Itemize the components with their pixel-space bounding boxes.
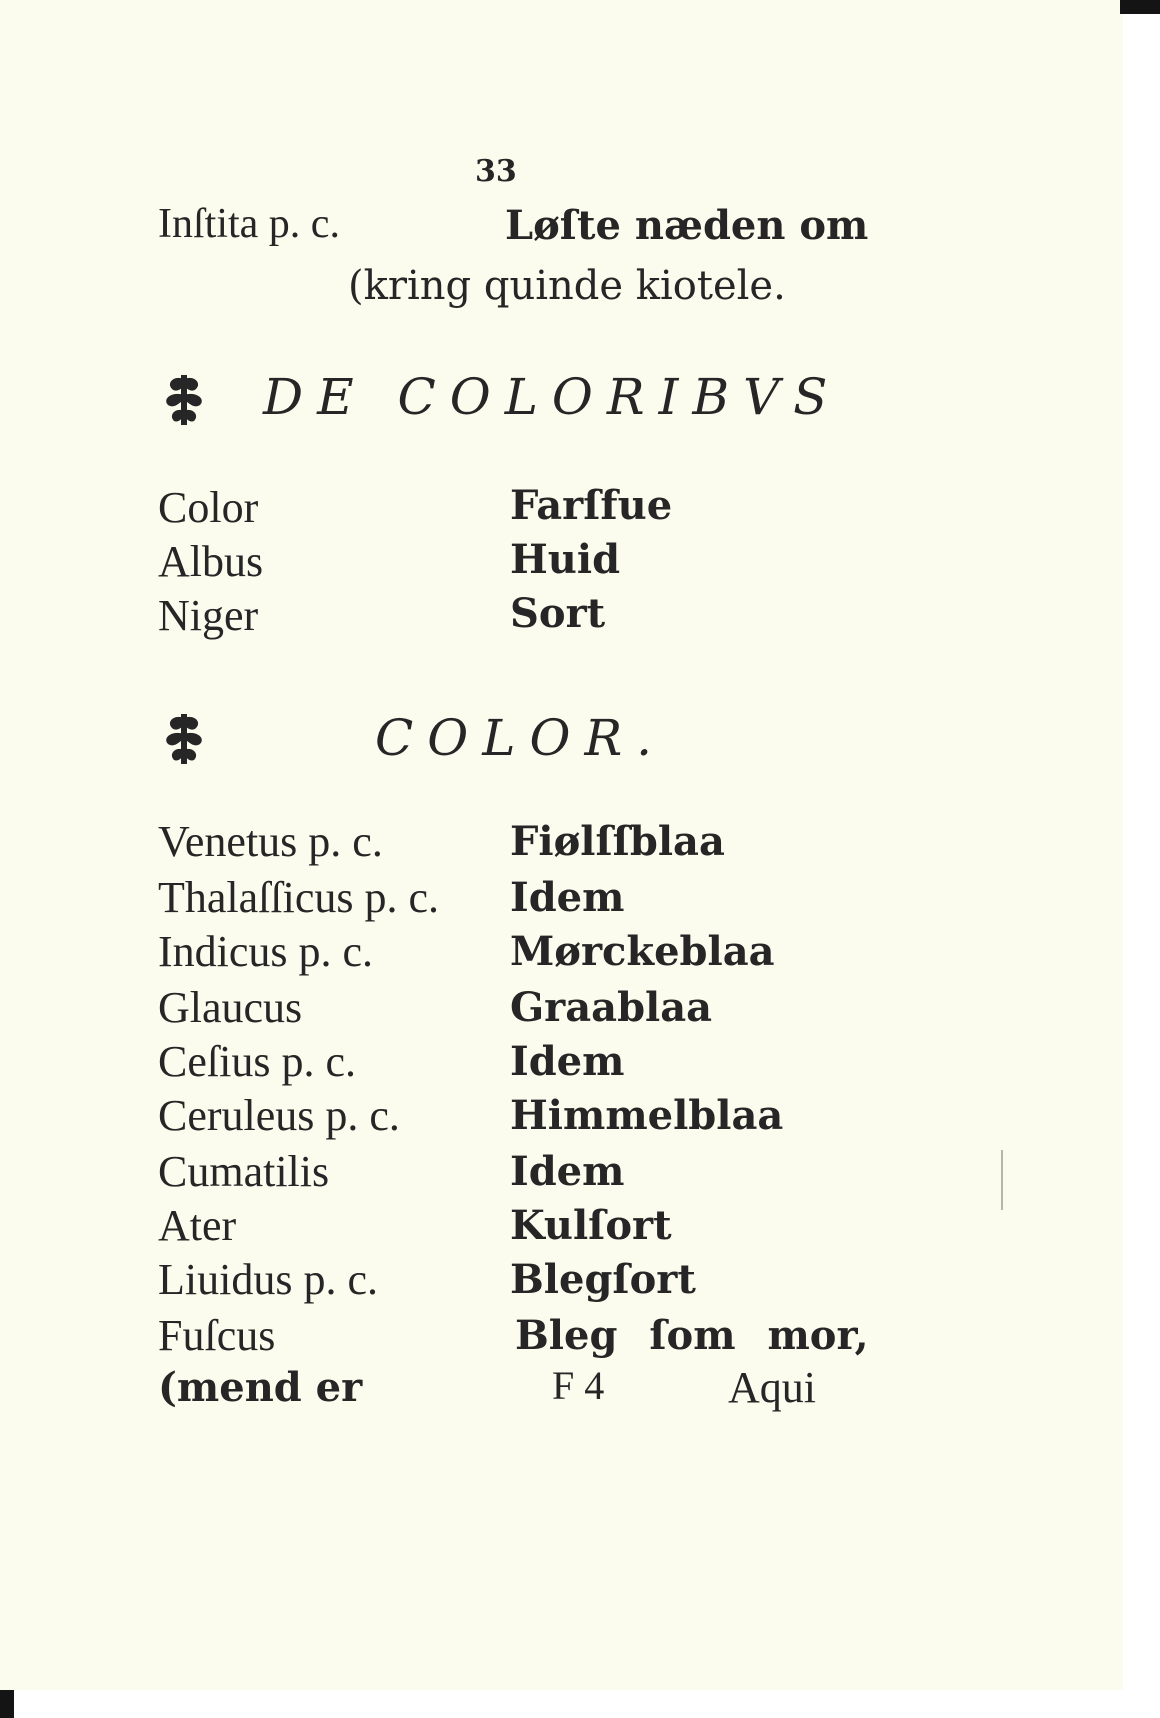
fleuron-icon [160, 712, 208, 766]
latin-term: Thalaſſicus p. c. [158, 873, 440, 922]
danish-gloss: Blegſort [510, 1256, 696, 1303]
signature-mark: F 4 [552, 1363, 605, 1408]
latin-term: Niger [158, 591, 259, 640]
catchword: Aqui [728, 1363, 816, 1412]
latin-term: Glaucus [158, 983, 303, 1032]
danish-gloss: Løſte næden om [505, 202, 869, 249]
margin-mark [1001, 1150, 1003, 1210]
latin-term: Color [158, 483, 259, 532]
danish-gloss: Idem [510, 874, 625, 921]
latin-term: Inſtita p. c. [158, 201, 340, 247]
folio-number: 33 [475, 154, 517, 189]
latin-term: Ceruleus p. c. [158, 1091, 400, 1140]
danish-gloss: Himmelblaa [510, 1092, 784, 1139]
gloss-continuation: (mend er [158, 1364, 363, 1411]
latin-term: Indicus p. c. [158, 927, 374, 976]
latin-term: Ceſius p. c. [158, 1037, 356, 1086]
danish-gloss: Sort [510, 590, 606, 637]
scan-edge-mark [1120, 0, 1160, 14]
latin-term: Liuidus p. c. [158, 1255, 378, 1304]
danish-gloss-continuation: (kring quinde kiotele. [348, 263, 786, 309]
danish-gloss: Bleg ſom mor, [515, 1312, 869, 1359]
danish-gloss: Farſfue [510, 482, 673, 529]
latin-term: Venetus p. c. [158, 817, 383, 866]
scan-edge-mark [0, 1690, 14, 1718]
fleuron-icon [160, 373, 208, 427]
latin-term: Fuſcus [158, 1311, 276, 1360]
latin-term: Ater [158, 1201, 237, 1250]
danish-gloss: Kulſort [510, 1202, 672, 1249]
danish-gloss: Mørckeblaa [510, 928, 775, 975]
danish-gloss: Fiølſſblaa [510, 818, 725, 865]
danish-gloss: Idem [510, 1148, 625, 1195]
section-heading: DE COLORIBVS [263, 368, 842, 426]
section-heading: COLOR. [375, 709, 666, 767]
danish-gloss: Graablaa [510, 984, 713, 1031]
latin-term: Cumatilis [158, 1147, 330, 1196]
latin-term: Albus [158, 537, 264, 586]
danish-gloss: Idem [510, 1038, 625, 1085]
danish-gloss: Huid [510, 536, 621, 583]
